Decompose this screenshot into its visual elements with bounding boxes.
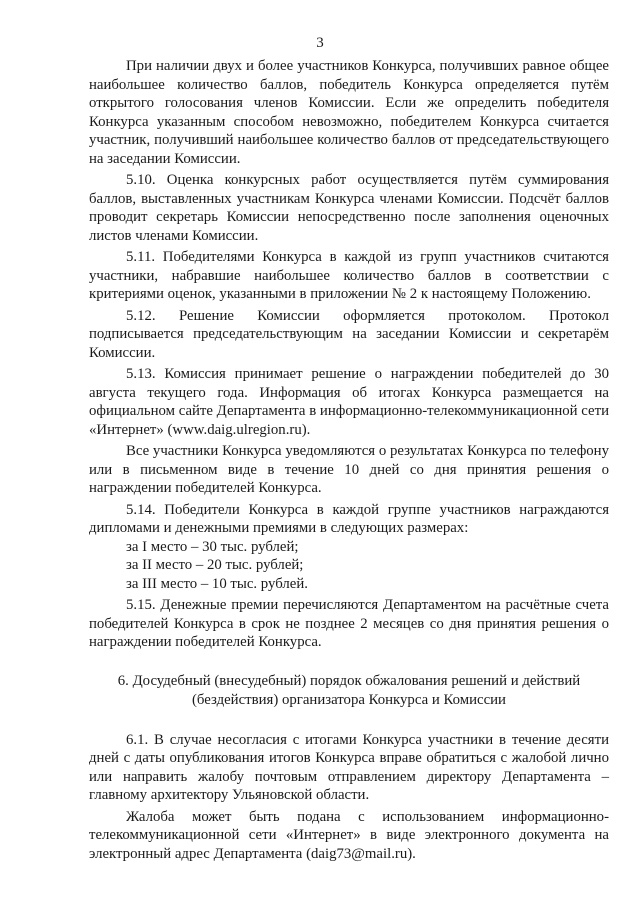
paragraph-notification: Все участники Конкурса уведомляются о результатах Конкурса по телефону или в письменном виде в течение 10 дней со дня принятия решения о награждении победителей Конкурса. [89,443,609,496]
paragraph-5-11: 5.11. Победителями Конкурса в каждой из групп участников считаются участники, набравшие наибольшее количество баллов в соответствии с критериями оценок, указанными в приложении № 2 к настоящему Положению. [89,249,609,302]
prize-second-place: за II место – 20 тыс. рублей; [126,557,304,573]
paragraph-6-1: 6.1. В случае несогласия с итогами Конкурса участники в течение десяти дней с даты опубликования итогов Конкурса вправе обратиться с жалобой лично или направить жалобу почтовым отправлением директору Департамента – главному архитектору Ульяновской области. [89,731,609,803]
section-6-heading-line1: 6. Досудебный (внесудебный) порядок обжалования решений и действий [117,672,581,689]
paragraph-5-14: 5.14. Победители Конкурса в каждой группе участников награждаются дипломами и денежными премиями в следующих размерах: [89,501,609,536]
prize-first-place: за I место – 30 тыс. рублей; [126,538,299,555]
section-6-heading-line2: (бездействия) организатора Конкурса и Комиссии [192,691,506,708]
paragraph-tie-rule: При наличии двух и более участников Конкурса, получивших равное общее наибольшее количество баллов, победитель Конкурса определяется путём открытого голосования членов Комиссии. Если же определить победителя Конкурса указанным способом невозможно, победителем Конкурса считается участник, получивший наибольшее количество баллов от председательствующего на заседании Комиссии. [89,58,609,167]
prize-third-place: за III место – 10 тыс. рублей. [126,575,308,592]
paragraph-5-15: 5.15. Денежные премии перечисляются Департаментом на расчётные счета победителей Конкурса в срок не позднее 2 месяцев со дня принятия решения о награждении победителей Конкурса. [89,597,609,650]
paragraph-5-12: 5.12. Решение Комиссии оформляется протоколом. Протокол подписывается председательствующим на заседании Комиссии и секретарём Комиссии. [89,307,609,361]
document-body [89,57,609,863]
page-number: 3 [316,35,324,51]
section-6-heading [89,672,609,710]
paragraph-5-13: 5.13. Комиссия принимает решение о награждении победителей до 30 августа текущего года. Информация об итогах Конкурса размещается на официальном сайте Департамента в информационно-телекоммуникационной сети «Интернет» (www.daig.ulregion.ru). [89,366,609,438]
paragraph-complaint-online: Жалоба может быть подана с использованием информационно-телекоммуникационной сети «Интернет» в виде электронного документа на электронный адрес Департамента (daig73@mail.ru). [89,808,609,862]
paragraph-5-10: 5.10. Оценка конкурсных работ осуществляется путём суммирования баллов, выставленных участникам Конкурса членами Комиссии. Подсчёт баллов проводит секретарь Комиссии непосредственно после заполнения оценочных листов членами Комиссии. [89,172,609,244]
